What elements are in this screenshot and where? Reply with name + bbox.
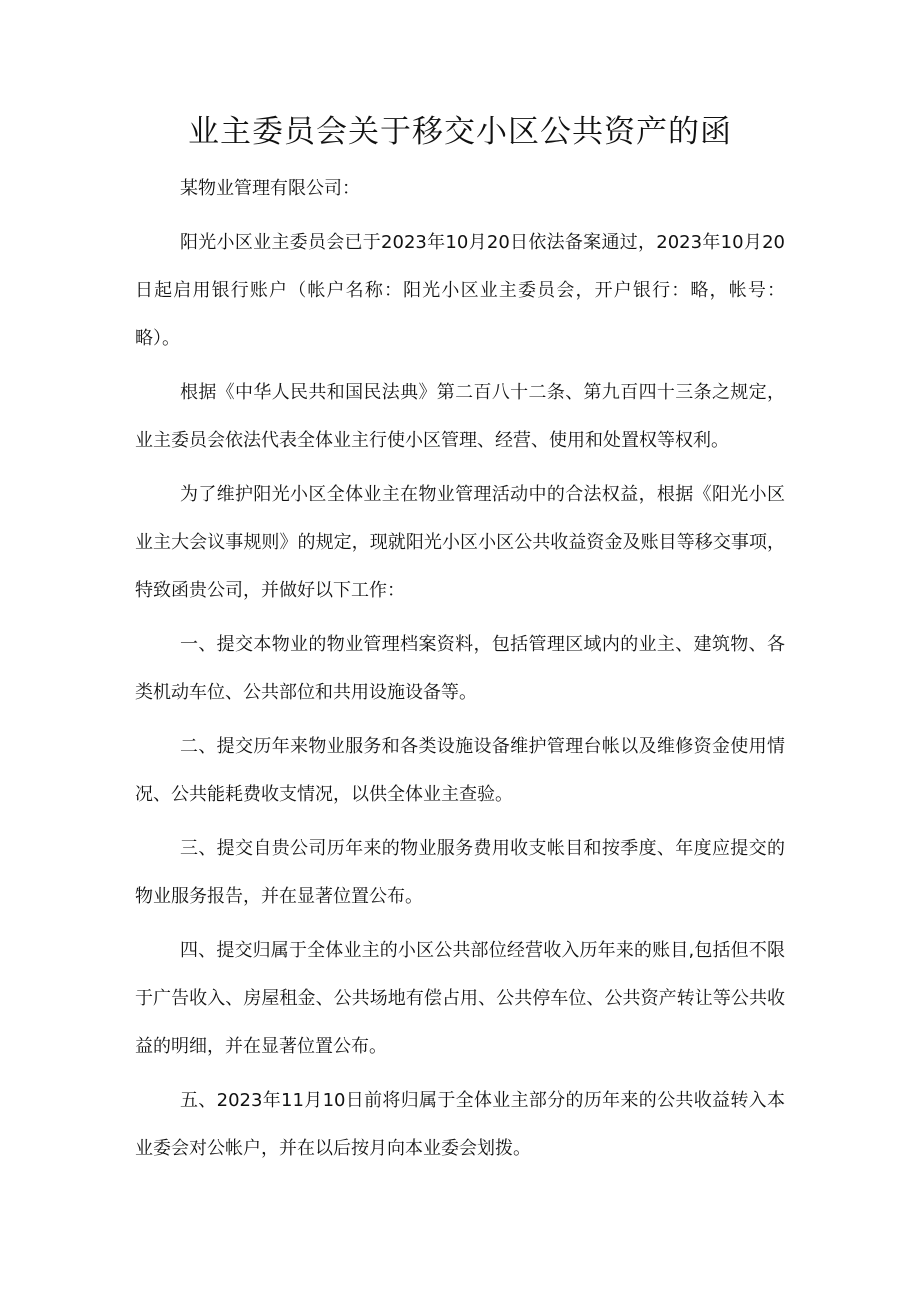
salutation: 某物业管理有限公司： [180, 178, 360, 199]
paragraph-item-5: 五、2023年11月10日前将归属于全体业主部分的历年来的公共收益转入本业委会对公帐户，并在以后按月向本业委会划拨。 [135, 1090, 785, 1159]
document-title: 业主委员会关于移交小区公共资产的函 [188, 114, 732, 150]
paragraph-purpose: 为了维护阳光小区全体业主在物业管理活动中的合法权益，根据《阳光小区业主大会议事规则》的规定，现就阳光小区小区公共收益资金及账目等移交事项，特致函贵公司，并做好以下工作： [135, 484, 785, 601]
paragraph-item-3: 三、提交自贵公司历年来的物业服务费用收支帐目和按季度、年度应提交的物业服务报告，并在显著位置公布。 [135, 838, 785, 907]
paragraph-item-4: 四、提交归属于全体业主的小区公共部位经营收入历年来的账目,包括但不限于广告收入、房屋租金、公共场地有偿占用、公共停车位、公共资产转让等公共收益的明细，并在显著位置公布。 [135, 940, 785, 1057]
paragraph-item-1: 一、提交本物业的物业管理档案资料，包括管理区域内的业主、建筑物、各类机动车位、公共部位和共用设施设备等。 [135, 634, 785, 703]
paragraph-bank-account: 阳光小区业主委员会已于2023年10月20日依法备案通过，2023年10月20日起启用银行账户（帐户名称：阳光小区业主委员会，开户银行：略，帐号：略）。 [135, 232, 785, 349]
paragraph-item-2: 二、提交历年来物业服务和各类设施设备维护管理台帐以及维修资金使用情况、公共能耗费收支情况，以供全体业主查验。 [135, 736, 785, 805]
paragraph-legal-basis: 根据《中华人民共和国民法典》第二百八十二条、第九百四十三条之规定，业主委员会依法代表全体业主行使小区管理、经营、使用和处置权等权利。 [135, 382, 785, 451]
document-body [135, 165, 785, 1173]
